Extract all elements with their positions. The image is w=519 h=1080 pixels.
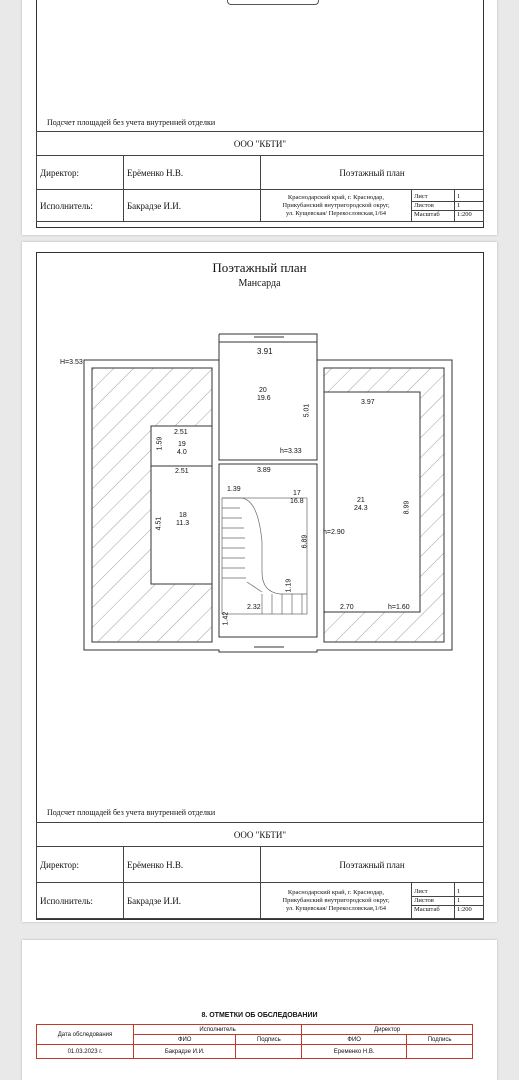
plan-title: Поэтажный план [212, 260, 307, 275]
room19-number: 19 [178, 441, 186, 448]
sheet-2 [22, 242, 497, 922]
survey-col-date: Дата обследования [37, 1025, 134, 1045]
room19-area: 4.0 [177, 449, 187, 456]
area-note: Подсчет площадей без учета внутренней отделки [47, 808, 216, 817]
sheets-label: Листов [412, 202, 454, 211]
executor-label: Исполнитель: [37, 883, 124, 919]
scale-value: 1:200 [457, 905, 472, 913]
room19-width: 2.51 [174, 429, 188, 436]
room21-height: h=2.90 [323, 529, 345, 536]
plan-labels [22, 242, 497, 672]
scale-value: 1:200 [457, 210, 472, 218]
director-label: Директор: [37, 847, 124, 883]
company-name: ООО "КБТИ" [37, 823, 484, 847]
area-note: Подсчет площадей без учета внутренней отделки [47, 118, 216, 127]
height-overall: Н=3.53 [60, 359, 83, 366]
room20-length: 5.01 [303, 403, 311, 418]
scale-label: Масштаб [414, 905, 440, 913]
title-block-1 [36, 131, 484, 222]
survey-col-director: Директор [302, 1025, 473, 1035]
room19-length: 1.59 [156, 436, 164, 451]
title-block-2 [36, 822, 484, 919]
room21-width: 3.97 [361, 399, 375, 406]
room21-number: 21 [357, 497, 365, 504]
doc-title: Поэтажный план [261, 847, 484, 883]
survey-col-fio: ФИО [134, 1035, 236, 1045]
room20-area: 19.6 [257, 395, 271, 402]
scroll-tab [227, 0, 319, 5]
sheet-1 [22, 0, 497, 235]
survey-col-executor: Исполнитель [134, 1025, 302, 1035]
executor-label: Исполнитель: [37, 190, 124, 222]
sheet-label: Лист [412, 888, 454, 897]
scale-label: Масштаб [414, 210, 440, 218]
director-name: Ерёменко Н.В. [124, 847, 261, 883]
sheets-value: 1 [455, 897, 483, 906]
survey-table [36, 1024, 473, 1059]
room17-area: 16.8 [290, 498, 304, 505]
sheet-3 [22, 940, 497, 1080]
executor-name: Бакрадзе И.И. [124, 883, 261, 919]
room20-width: 3.91 [257, 347, 273, 356]
room21-length: 8.99 [403, 500, 411, 515]
address: Краснодарский край, г. Краснодар, Прикубанский внутригородской округ, ул. Кущевская/ Перекословская,1/64 [261, 883, 412, 919]
room17-inner: 1.39 [227, 486, 241, 493]
survey-director-fio: Еременко Н.В. [302, 1045, 407, 1059]
address: Краснодарский край, г. Краснодар, Прикубанский внутригородской округ, ул. Кущевская/ Перекословская,1/64 [261, 190, 412, 222]
doc-title: Поэтажный план [261, 156, 484, 190]
survey-col-fio: ФИО [302, 1035, 407, 1045]
survey-date: 01.03.2023 г. [37, 1045, 134, 1059]
sheets-label: Листов [412, 897, 454, 906]
room21-bottom: 2.70 [340, 604, 354, 611]
room21-area: 24.3 [354, 505, 368, 512]
room20-height: h=3.33 [280, 448, 302, 455]
sheets-value: 1 [455, 202, 483, 211]
plan-subtitle: Мансарда [238, 278, 281, 289]
room17-width: 3.89 [257, 467, 271, 474]
room17-bottom: 2.32 [247, 604, 261, 611]
director-label: Директор: [37, 156, 124, 190]
survey-executor-sign [236, 1045, 302, 1059]
sheet-value: 1 [455, 888, 483, 897]
room17-length: 6.89 [301, 534, 309, 549]
room18-width: 2.51 [175, 468, 189, 475]
survey-executor-fio: Бакрадзе И.И. [134, 1045, 236, 1059]
survey-title: 8. ОТМЕТКИ ОБ ОБСЛЕДОВАНИИ [201, 1012, 318, 1019]
sheet-label: Лист [412, 193, 454, 202]
room20-number: 20 [259, 387, 267, 394]
room18-number: 18 [179, 512, 187, 519]
executor-name: Бакрадзе И.И. [124, 190, 261, 222]
company-name: ООО "КБТИ" [37, 132, 484, 156]
room17-stair: 1.19 [285, 578, 293, 593]
room18-area: 11.3 [176, 520, 190, 527]
director-name: Ерёменко Н.В. [124, 156, 261, 190]
room17-number: 17 [293, 490, 301, 497]
sheet-value: 1 [455, 193, 483, 202]
survey-director-sign [407, 1045, 473, 1059]
room17-side: 1.42 [222, 611, 230, 626]
room18-length: 4.51 [155, 516, 163, 531]
room21-height-low: h=1.60 [388, 604, 410, 611]
survey-col-sign: Подпись [407, 1035, 473, 1045]
survey-col-sign: Подпись [236, 1035, 302, 1045]
